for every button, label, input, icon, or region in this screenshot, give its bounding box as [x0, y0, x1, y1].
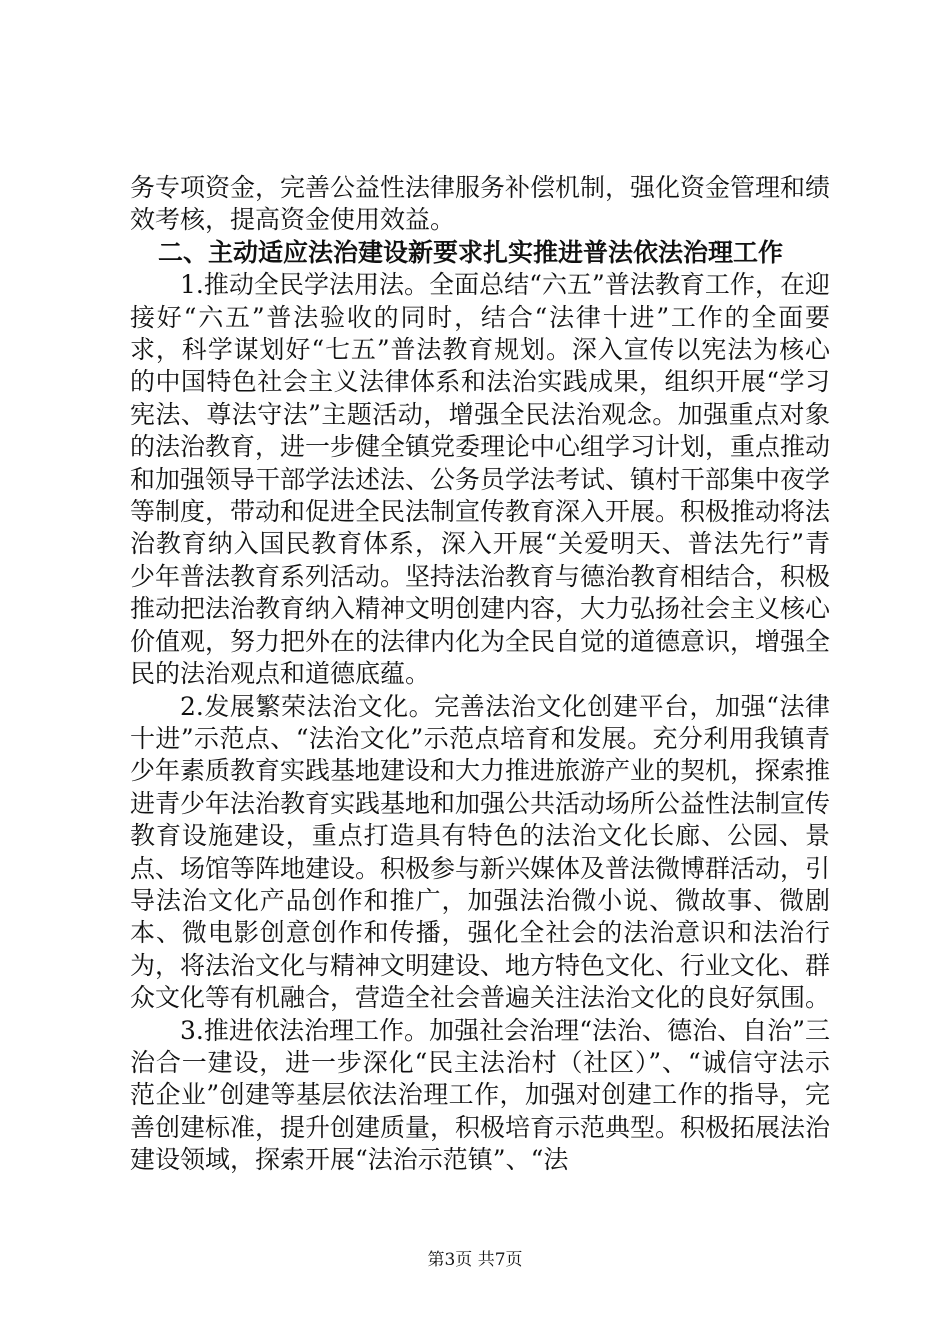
paragraph-3: 3.推进依法治理工作。加强社会治理“法治、德治、自治”三治合一建设，进一步深化“民主法治村（社区）”、“诚信守法示范企业”创建等基层依法治理工作，加强对创建工作的指导，完善创建标准，提升创建质量，积极培育示范典型。积极拓展法治建设领域，探索开展“法治示范镇”、“法	[130, 1015, 831, 1175]
document-body	[130, 172, 830, 1177]
paragraph-2: 2.发展繁荣法治文化。完善法治文化创建平台，加强“法律十进”示范点、“法治文化”示范点培育和发展。充分利用我镇青少年素质教育实践基地建设和大力推进旅游产业的契机，探索推进青少年法治教育实践基地和加强公共活动场所公益性法制宣传教育设施建设，重点打造具有特色的法治文化长廊、公园、景点、场馆等阵地建设。积极参与新兴媒体及普法微博群活动，引导法治文化产品创作和推广，加强法治微小说、微故事、微剧本、微电影创意创作和传播，强化全社会的法治意识和法治行为，将法治文化与精神文明建设、地方特色文化、行业文化、群众文化等有机融合，营造全社会普遍关注法治文化的良好氛围。	[130, 691, 831, 1013]
paragraph-1: 1.推动全民学法用法。全面总结“六五”普法教育工作，在迎接好“六五”普法验收的同时，结合“法律十进”工作的全面要求，科学谋划好“七五”普法教育规划。深入宣传以宪法为核心的中国特色社会主义法律体系和法治实践成果，组织开展“学习宪法、尊法守法”主题活动，增强全民法治观念。加强重点对象的法治教育，进一步健全镇党委理论中心组学习计划，重点推动和加强领导干部学法述法、公务员学法考试、镇村干部集中夜学等制度，带动和促进全民法制宣传教育深入开展。积极推动将法治教育纳入国民教育体系，深入开展“关爱明天、普法先行”青少年普法教育系列活动。坚持法治教育与德治教育相结合，积极推动把法治教育纳入精神文明创建内容，大力弘扬社会主义核心价值观，努力把外在的法律内化为全民自觉的道德意识，增强全民的法治观点和道德底蕴。	[130, 270, 831, 689]
section-heading: 二、主动适应法治建设新要求扎实推进普法依法治理工作	[158, 237, 784, 267]
paragraph-continued: 务专项资金，完善公益性法律服务补偿机制，强化资金管理和绩效考核，提高资金使用效益。	[130, 173, 831, 235]
page-number-footer: 第3页 共7页	[427, 1250, 523, 1270]
